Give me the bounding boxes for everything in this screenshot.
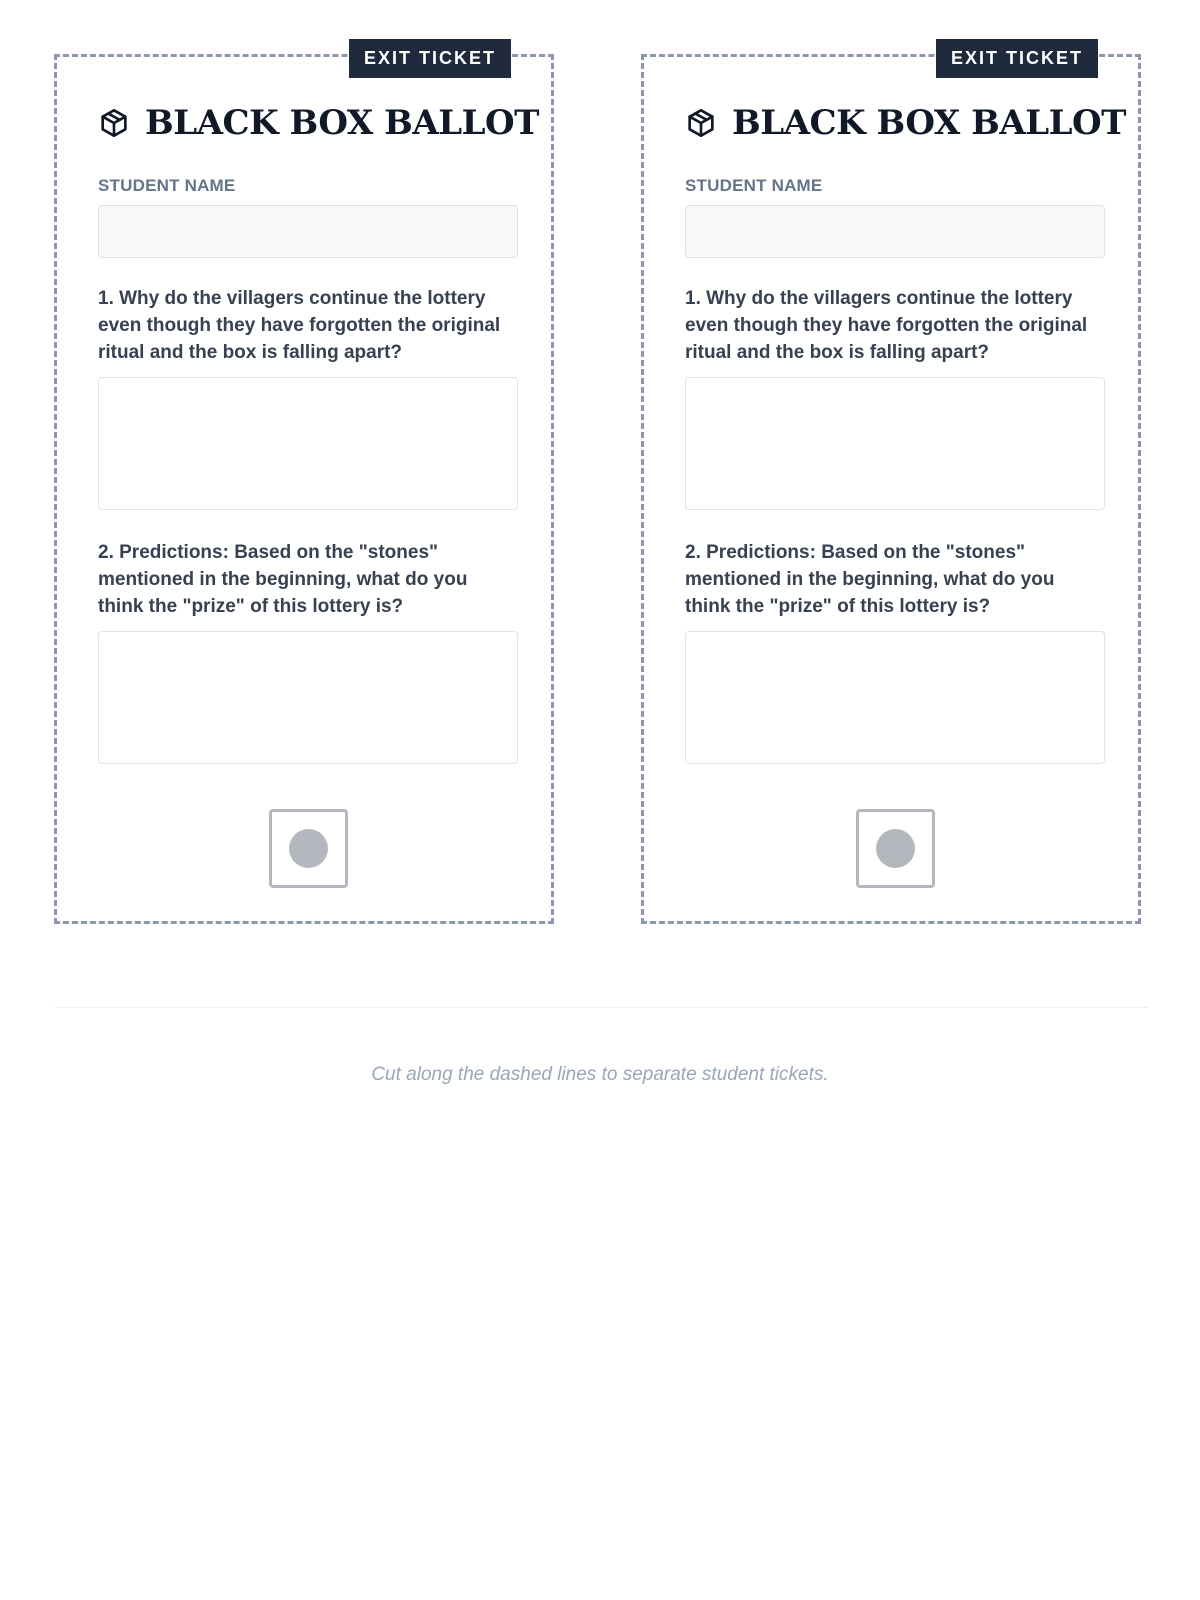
ticket-header bbox=[98, 103, 539, 143]
stone-stamp bbox=[269, 809, 348, 888]
answer-1-box[interactable] bbox=[98, 377, 518, 510]
answer-1-box[interactable] bbox=[685, 377, 1105, 510]
cube-icon bbox=[98, 107, 130, 139]
stone-icon bbox=[876, 829, 915, 868]
stone-icon bbox=[289, 829, 328, 868]
student-name-label: STUDENT NAME bbox=[685, 176, 823, 195]
cube-icon bbox=[685, 107, 717, 139]
ticket-title: BLACK BOX BALLOT bbox=[732, 103, 1126, 143]
question-2: 2. Predictions: Based on the "stones" mentioned in the beginning, what do you think the "prize" of this lottery is? bbox=[98, 542, 468, 617]
question-1: 1. Why do the villagers continue the lottery even though they have forgotten the original ritual and the box is falling apart? bbox=[685, 288, 1088, 363]
exit-ticket-tag: EXIT TICKET bbox=[936, 39, 1098, 78]
question-2: 2. Predictions: Based on the "stones" mentioned in the beginning, what do you think the "prize" of this lottery is? bbox=[685, 542, 1055, 617]
exit-ticket-1 bbox=[54, 48, 554, 924]
exit-ticket-2 bbox=[641, 48, 1141, 924]
ticket-header bbox=[685, 103, 1126, 143]
answer-2-box[interactable] bbox=[685, 631, 1105, 764]
ticket-title: BLACK BOX BALLOT bbox=[145, 103, 539, 143]
stone-stamp bbox=[856, 809, 935, 888]
cut-instructions: Cut along the dashed lines to separate student tickets. bbox=[371, 1064, 829, 1085]
student-name-label: STUDENT NAME bbox=[98, 176, 236, 195]
exit-ticket-tag: EXIT TICKET bbox=[349, 39, 511, 78]
student-name-field[interactable] bbox=[685, 205, 1105, 258]
section-divider bbox=[54, 1007, 1148, 1008]
answer-2-box[interactable] bbox=[98, 631, 518, 764]
question-1: 1. Why do the villagers continue the lottery even though they have forgotten the original ritual and the box is falling apart? bbox=[98, 288, 501, 363]
student-name-field[interactable] bbox=[98, 205, 518, 258]
